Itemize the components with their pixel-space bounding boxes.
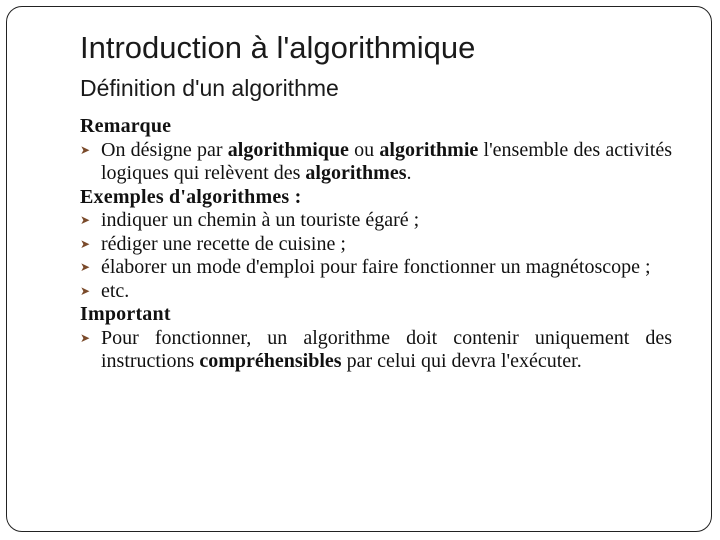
exemples-heading: Exemples d'algorithmes : [80, 185, 302, 208]
exemple-item-3: ➤ élaborer un mode d'emploi pour faire fonctionner un magnétoscope ; [80, 256, 651, 278]
exemple-item-1: ➤ indiquer un chemin à un touriste égaré ; [80, 209, 420, 231]
bullet-arrow-icon: ➤ [80, 330, 91, 345]
bullet-arrow-icon: ➤ [80, 236, 91, 251]
bullet-arrow-icon: ➤ [80, 142, 91, 157]
bullet-arrow-icon: ➤ [80, 283, 91, 298]
slide-title: Introduction à l'algorithmique [80, 30, 476, 65]
exemple-item-4: ➤ etc. [80, 279, 130, 302]
slide-subtitle: Définition d'un algorithme [80, 75, 339, 101]
important-heading: Important [80, 303, 171, 325]
remarque-heading: Remarque [80, 115, 172, 137]
slide-content [80, 115, 672, 374]
bullet-arrow-icon: ➤ [80, 260, 91, 274]
remarque-bullet: ➤ On désigne par algorithmique ou algorithmie l'ensemble des activités logiques qui relèvent des algorithmes. [80, 138, 672, 184]
bullet-arrow-icon: ➤ [80, 213, 91, 227]
exemple-item-2: ➤ rédiger une recette de cuisine ; [80, 232, 346, 255]
important-bullet: ➤ Pour fonctionner, un algorithme doit contenir uniquement des instructions compréhensibles par celui qui devra l'exécuter. [80, 326, 672, 372]
